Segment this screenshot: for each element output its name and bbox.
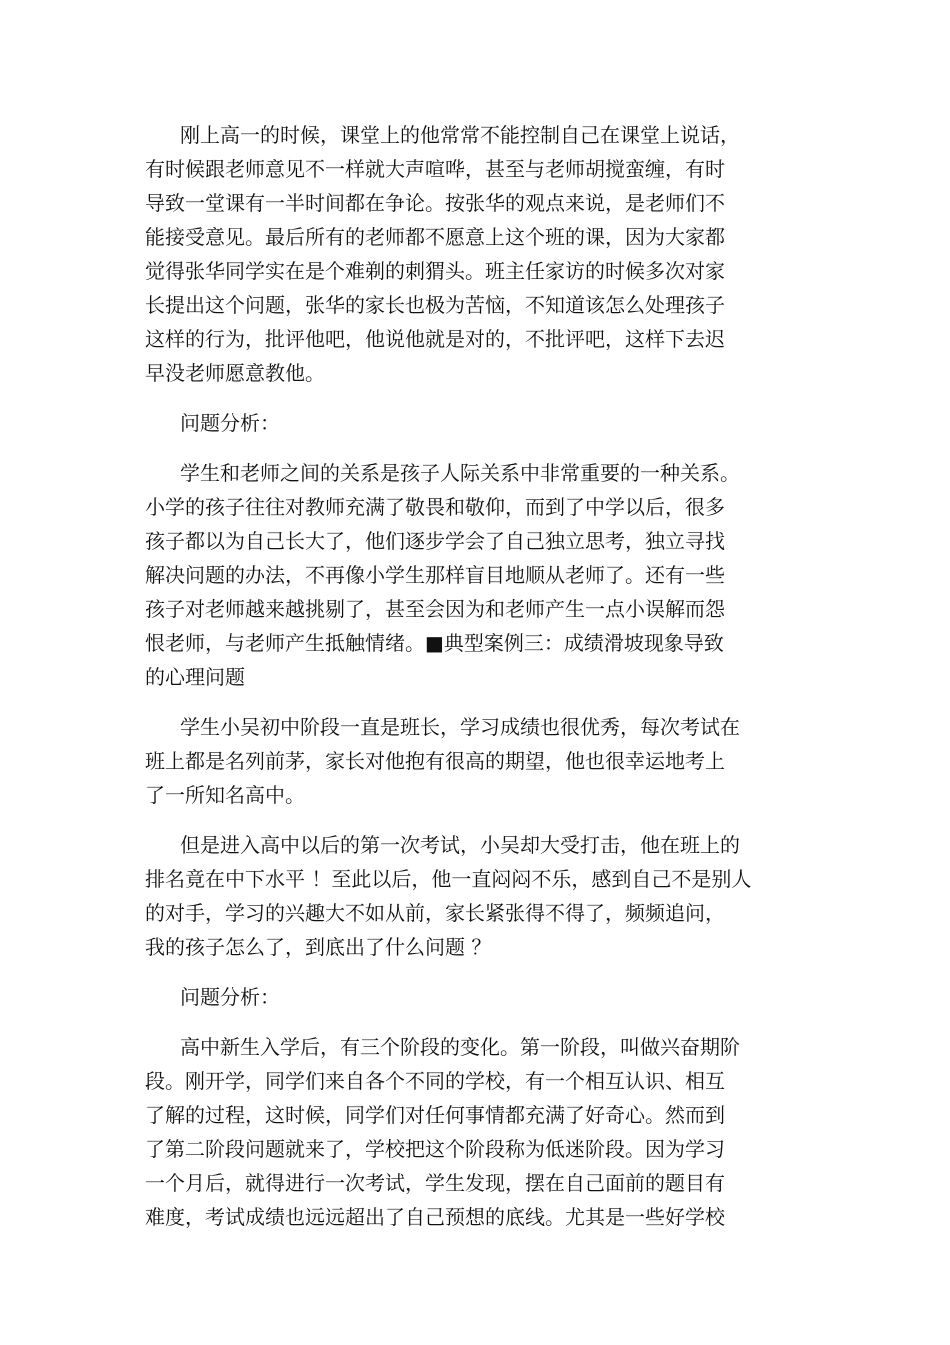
- text-line: 小学的孩子往往对教师充满了敬畏和敬仰，而到了中学以后，很多: [145, 495, 725, 519]
- text-line: 的对手，学习的兴趣大不如从前，家长紧张得不得了，频频追问，: [145, 901, 725, 925]
- paragraph-three-stages: [145, 1030, 785, 1234]
- text-line: 难度，考试成绩也远远超出了自己预想的底线。尤其是一些好学校: [145, 1205, 725, 1229]
- text-line: 恨老师，与老师产生抵触情绪。■典型案例三：成绩滑坡现象导致: [145, 631, 724, 655]
- text-line: 刚上高一的时候，课堂上的他常常不能控制自己在课堂上说话，: [180, 123, 740, 147]
- text-line: 了解的过程，这时候，同学们对任何事情都充满了好奇心。然而到: [145, 1103, 725, 1127]
- text-line: 孩子对老师越来越挑剔了，甚至会因为和老师产生一点小误解而怨: [145, 597, 725, 621]
- text-line: 长提出这个问题，张华的家长也极为苦恼，不知道该怎么处理孩子: [145, 293, 725, 317]
- text-line: 早没老师愿意教他。: [145, 361, 325, 385]
- text-line: 段。刚开学，同学们来自各个不同的学校，有一个相互认识、相互: [145, 1069, 725, 1093]
- text-line: 孩子都以为自己长大了，他们逐步学会了自己独立思考，独立寻找: [145, 529, 725, 553]
- text-line: 但是进入高中以后的第一次考试，小吴却大受打击，他在班上的: [180, 833, 740, 857]
- text-line: 了第二阶段问题就来了，学校把这个阶段称为低迷阶段。因为学习: [145, 1137, 725, 1161]
- text-line: 班上都是名列前茅，家长对他抱有很高的期望，他也很幸运地考上: [145, 749, 725, 773]
- text-line: 问题分析：: [180, 985, 280, 1009]
- text-line: 的心理问题: [145, 665, 245, 689]
- text-line: 有时候跟老师意见不一样就大声喧哗，甚至与老师胡搅蛮缠，有时: [145, 157, 725, 181]
- text-line: 能接受意见。最后所有的老师都不愿意上这个班的课，因为大家都: [145, 225, 725, 249]
- text-line: 解决问题的办法，不再像小学生那样盲目地顺从老师了。还有一些: [145, 563, 725, 587]
- paragraph-case-xiaowu: [145, 710, 785, 812]
- text-line: 一个月后，就得进行一次考试，学生发现，摆在自己面前的题目有: [145, 1171, 725, 1195]
- text-line: 这样的行为，批评他吧，他说他就是对的，不批评吧，这样下去迟: [145, 327, 725, 351]
- heading-problem-analysis: [145, 406, 785, 440]
- text-line: 排名竟在中下水平 ！至此以后，他一直闷闷不乐，感到自己不是别人: [145, 867, 752, 891]
- text-line: 学生小吴初中阶段一直是班长，学习成绩也很优秀，每次考试在: [180, 715, 740, 739]
- text-line: 了一所知名高中。: [145, 783, 305, 807]
- text-line: 导致一堂课有一半时间都在争论。按张华的观点来说，是老师们不: [145, 191, 725, 215]
- text-line: 高中新生入学后，有三个阶段的变化。第一阶段，叫做兴奋期阶: [180, 1035, 740, 1059]
- text-line: 学生和老师之间的关系是孩子人际关系中非常重要的一种关系。: [180, 461, 740, 485]
- heading-problem-analysis-2: [145, 980, 785, 1014]
- paragraph-case-zhanghua: [145, 118, 785, 390]
- text-line: 问题分析：: [180, 411, 280, 435]
- text-line: 我的孩子怎么了，到底出了什么问题 ？: [145, 935, 492, 959]
- paragraph-first-exam: [145, 828, 785, 964]
- text-line: 觉得张华同学实在是个难剃的刺猬头。班主任家访的时候多次对家: [145, 259, 725, 283]
- paragraph-teacher-relationship: [145, 456, 785, 694]
- document-body: [145, 118, 785, 1250]
